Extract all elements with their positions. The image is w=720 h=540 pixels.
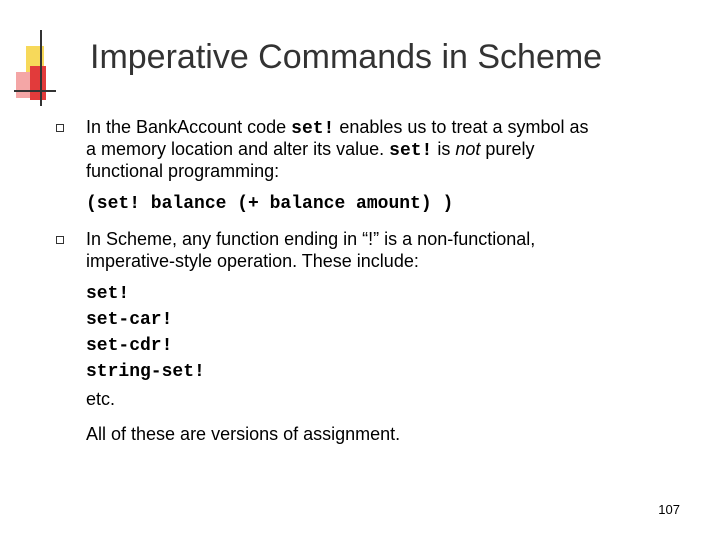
bullet2-line2: imperative-style operation. These include: <box>86 251 419 271</box>
emphasis-text: not <box>455 139 481 159</box>
bullet1-line2 <box>86 138 534 162</box>
deco-horizontal-line <box>14 90 56 92</box>
bullet1-text: is <box>432 139 456 159</box>
bullet1-line1 <box>86 116 589 140</box>
bullet-marker <box>56 124 64 132</box>
code-inline: set! <box>389 141 433 161</box>
bullet1-text: purely <box>480 139 535 159</box>
bullet1-text: a memory location and alter its value. <box>86 139 390 159</box>
etc-text: etc. <box>86 389 116 409</box>
bullet-marker <box>56 236 64 244</box>
command-item: set-cdr! <box>86 336 173 356</box>
slide-title: Imperative Commands in Scheme <box>90 38 603 76</box>
bullet2-line1: In Scheme, any function ending in “!” is a non-functional, <box>86 229 536 249</box>
page-number: 107 <box>658 502 680 517</box>
command-item: set-car! <box>86 310 173 330</box>
code-inline: set! <box>291 119 335 139</box>
deco-vertical-line <box>40 30 42 106</box>
command-item: set! <box>86 284 130 304</box>
bullet1-line3: functional programming: <box>86 161 280 181</box>
command-item: string-set! <box>86 362 205 382</box>
code-example: (set! balance (+ balance amount) ) <box>86 194 454 214</box>
conclusion-text: All of these are versions of assignment. <box>86 424 401 444</box>
bullet1-text: In the BankAccount code <box>86 117 292 137</box>
deco-red-block <box>30 66 46 100</box>
bullet1-text: enables us to treat a symbol as <box>334 117 589 137</box>
